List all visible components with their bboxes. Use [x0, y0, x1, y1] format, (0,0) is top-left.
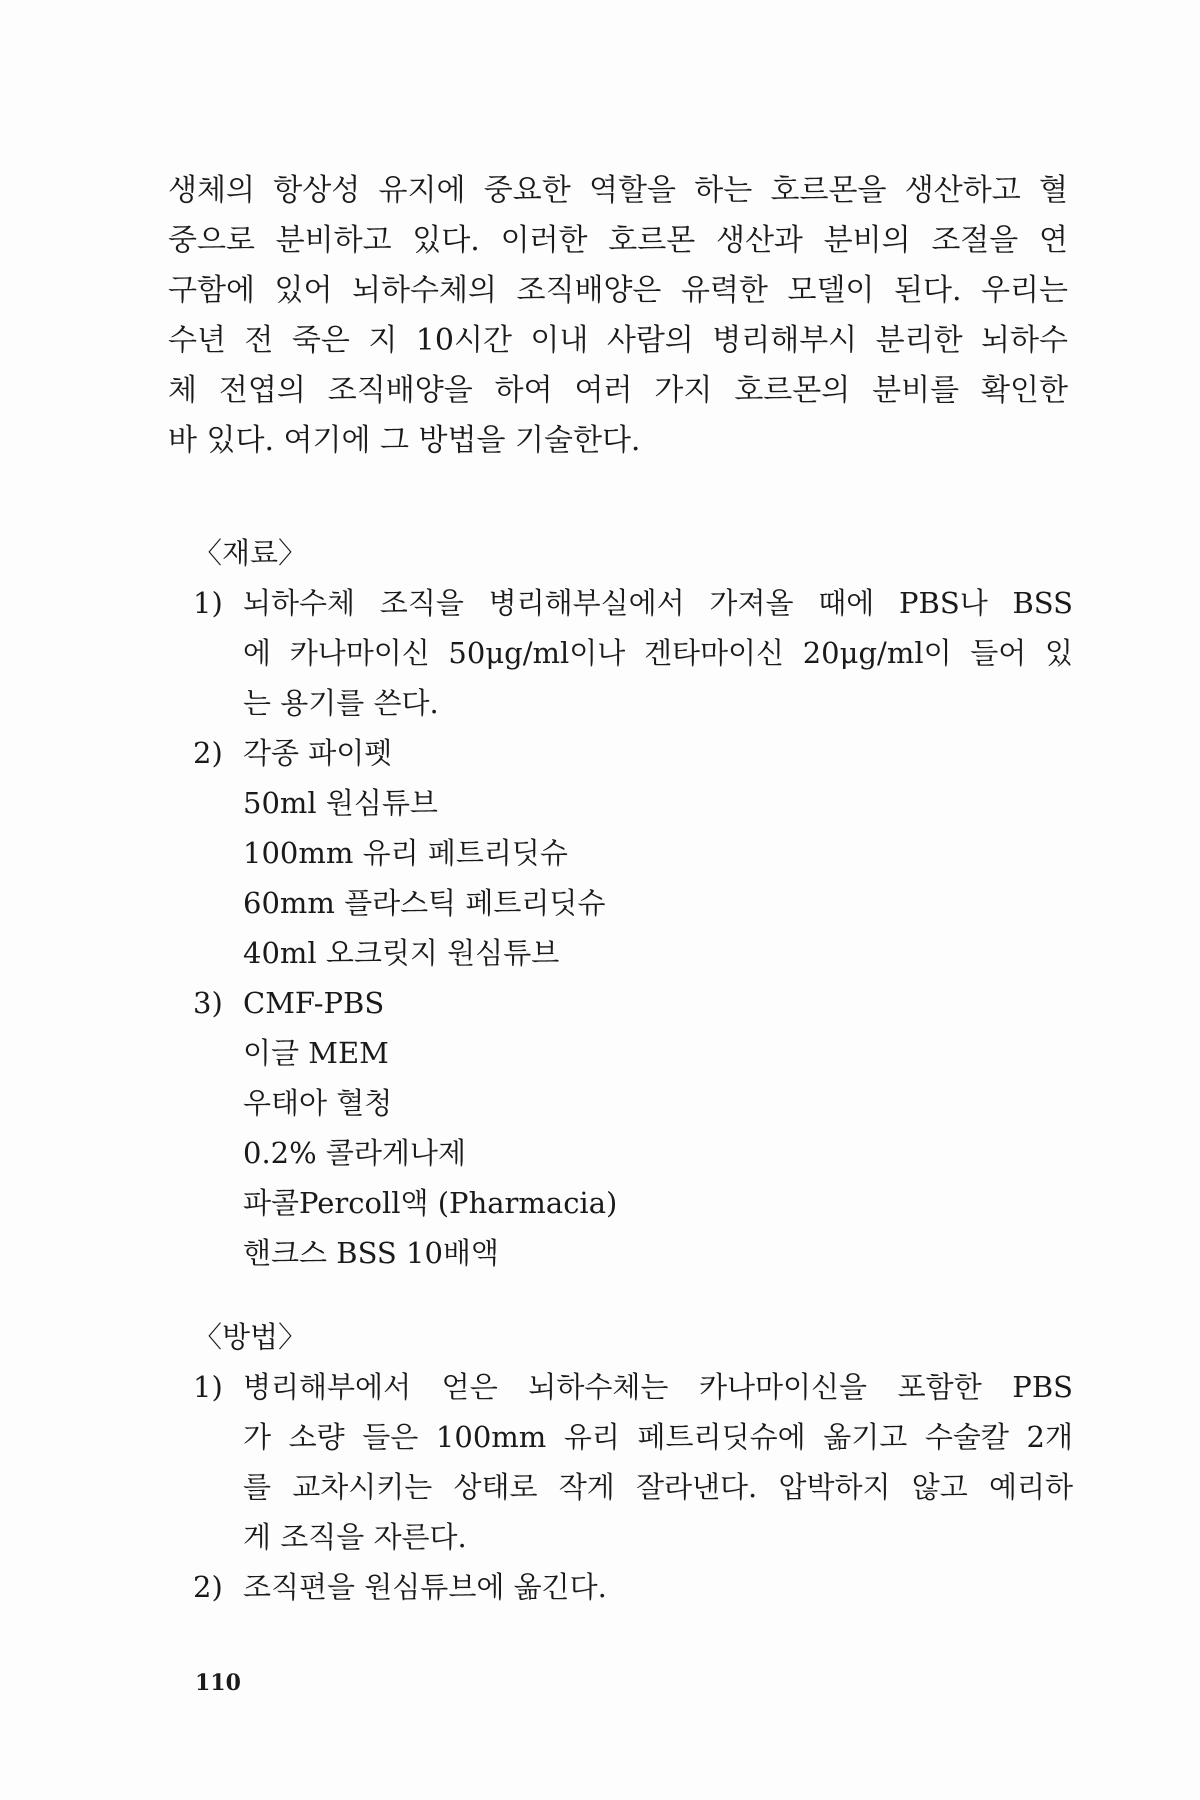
- materials-item-2: [193, 728, 1073, 978]
- text-line: 구함에 있어 뇌하수체의 조직배양은 유력한 모델이 된다. 우리는: [168, 273, 1068, 308]
- list-item: 100mm 유리 페트리딧슈: [243, 836, 568, 870]
- text-line: 는 용기를 쓴다.: [243, 686, 439, 720]
- item-body: [243, 578, 1073, 728]
- list-item: CMF-PBS: [243, 986, 385, 1020]
- list-item: 60mm 플라스틱 페트리딧슈: [243, 886, 606, 920]
- text-line: 가 소량 들은 100mm 유리 페트리딧슈에 옮기고 수술칼 2개: [243, 1420, 1073, 1454]
- item-number: 1): [193, 586, 223, 620]
- intro-paragraph: [168, 166, 1068, 466]
- materials-section: [193, 528, 1073, 1278]
- item-number: 2): [193, 1570, 223, 1604]
- text-line: 병리해부에서 얻은 뇌하수체는 카나마이신을 포함한 PBS: [243, 1370, 1073, 1404]
- text-line: 체 전엽의 조직배양을 하여 여러 가지 호르몬의 분비를 확인한: [168, 373, 1068, 408]
- item-body: [243, 1362, 1073, 1562]
- materials-item-3: [193, 978, 1073, 1278]
- materials-heading: 〈재료〉: [193, 536, 308, 570]
- page-number: 110: [195, 1670, 241, 1696]
- text-line: 중으로 분비하고 있다. 이러한 호르몬 생산과 분비의 조절을 연: [168, 223, 1068, 258]
- list-item: 50ml 원심튜브: [243, 786, 438, 820]
- item-number: 3): [193, 986, 223, 1020]
- methods-section: [193, 1312, 1073, 1612]
- item-body: [243, 728, 1073, 978]
- list-item: 핸크스 BSS 10배액: [243, 1236, 499, 1270]
- item-number: 2): [193, 736, 223, 770]
- text-line: 를 교차시키는 상태로 작게 잘라낸다. 압박하지 않고 예리하: [243, 1470, 1073, 1504]
- text-line: 조직편을 원심튜브에 옮긴다.: [243, 1570, 607, 1604]
- list-item: 40ml 오크릿지 원심튜브: [243, 936, 560, 970]
- list-item: 이글 MEM: [243, 1036, 389, 1070]
- item-number: 1): [193, 1370, 223, 1404]
- list-item: 각종 파이펫: [243, 736, 393, 770]
- text-line: 게 조직을 자른다.: [243, 1520, 467, 1554]
- text-line: 에 카나마이신 50μg/ml이나 겐타마이신 20μg/ml이 들어 있: [243, 636, 1073, 670]
- text-line: 수년 전 죽은 지 10시간 이내 사람의 병리해부시 분리한 뇌하수: [168, 323, 1068, 358]
- methods-item-1: [193, 1362, 1073, 1562]
- item-body: [243, 1562, 1073, 1612]
- materials-item-1: [193, 578, 1073, 728]
- text-line: 생체의 항상성 유지에 중요한 역할을 하는 호르몬을 생산하고 혈: [168, 173, 1068, 208]
- list-item: 파콜Percoll액 (Pharmacia): [243, 1186, 618, 1220]
- text-line: 뇌하수체 조직을 병리해부실에서 가져올 때에 PBS나 BSS: [243, 586, 1073, 620]
- item-body: [243, 978, 1073, 1278]
- methods-heading: 〈방법〉: [193, 1320, 308, 1354]
- list-item: 0.2% 콜라게나제: [243, 1136, 466, 1170]
- methods-item-2: [193, 1562, 1073, 1612]
- text-line: 바 있다. 여기에 그 방법을 기술한다.: [168, 423, 641, 458]
- list-item: 우태아 혈청: [243, 1086, 393, 1120]
